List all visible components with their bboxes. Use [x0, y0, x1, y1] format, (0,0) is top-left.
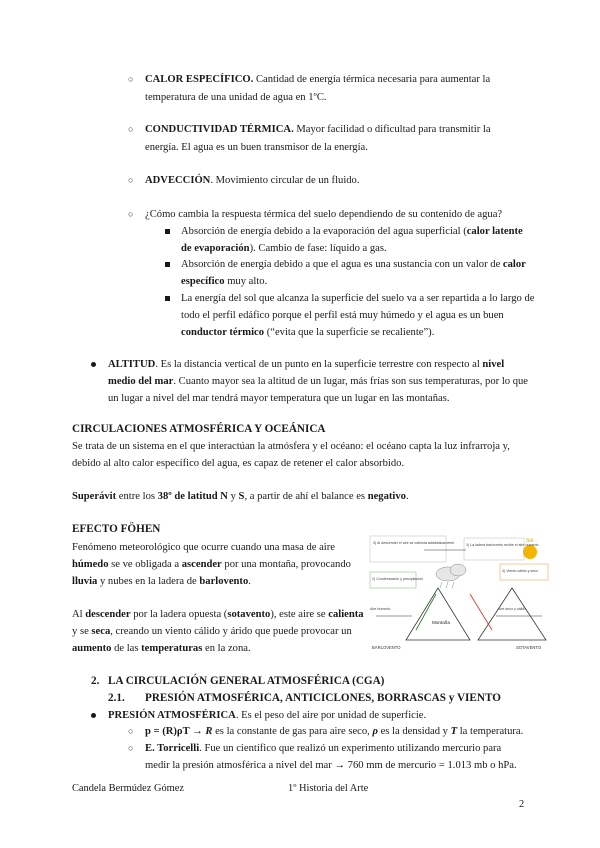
sub3-line3: conductor térmico (“evita que la superficie se recaliente”).	[181, 327, 435, 338]
dot-bullet	[91, 713, 96, 718]
footer-course: 1º Historia del Arte	[288, 783, 369, 794]
circulaciones-line2: debido al alto calor específico del agua, es capaz de retener el calor absorbido.	[72, 458, 405, 469]
pregunta-line: ¿Cómo cambia la respuesta térmica del suelo dependiendo de su contenido de agua?	[145, 209, 503, 220]
cga-sub-heading: PRESIÓN ATMOSFÉRICA, ANTICICLONES, BORRASCAS y VIENTO	[145, 692, 501, 704]
circulaciones-line1: Se trata de un sistema en el que interactúan la atmósfera y el océano: el océano capta la luz infrarroja y,	[72, 441, 510, 452]
calor-especifico-line1: CALOR ESPECÍFICO. Cantidad de energía térmica necesaria para aumentar la	[145, 74, 491, 85]
circle-bullet: ○	[128, 124, 134, 134]
fohen-p2-line3: aumento de las temperaturas en la zona.	[72, 643, 251, 654]
dot-bullet	[91, 362, 96, 367]
label-right-bottom: Aire seco y cálido	[498, 607, 527, 611]
fohen-p2-line2: y se seca, creando un viento cálido y árido que puede provocar un	[72, 626, 352, 637]
circle-bullet: ○	[128, 726, 134, 736]
altitud-line1: ALTITUD. Es la distancia vertical de un punto en la superficie terrestre con respecto al nivel	[108, 359, 505, 370]
page-number: 2	[519, 799, 525, 810]
mountain-label: Montaña	[432, 620, 450, 625]
sub1-line2: de evaporación). Cambio de fase: líquido a gas.	[181, 243, 387, 254]
square-bullet	[165, 296, 170, 301]
altitud-line2: medio del mar. Cuanto mayor sea la altitud de un lugar, más frías son sus temperaturas, por lo que	[108, 376, 529, 387]
sub2-line1: Absorción de energía debido a que el agua es una sustancia con un valor de calor	[181, 259, 526, 270]
label-left-bottom: Aire húmedo	[370, 607, 391, 611]
presion-line: PRESIÓN ATMOSFÉRICA. Es el peso del aire por unidad de superficie.	[108, 710, 427, 721]
circle-bullet: ○	[128, 743, 134, 753]
sub2-line2: específico muy alto.	[181, 276, 268, 287]
cloud-icon	[450, 564, 466, 576]
sun-icon	[523, 545, 537, 559]
altitud-line3: un lugar a nivel del mar tendrá mayor temperatura que un lugar en las montañas.	[108, 393, 450, 404]
sub3-line1: La energía del sol que alcanza la superficie del suelo va a ser repartida a lo largo de	[181, 293, 535, 304]
fohen-heading: EFECTO FÖHEN	[72, 523, 161, 535]
adveccion-line: ADVECCIÓN. Movimiento circular de un fluido.	[145, 175, 360, 186]
calor-especifico-line2: temperatura de una unidad de agua en 1ºC.	[145, 92, 327, 103]
circle-bullet: ○	[128, 175, 134, 185]
conductividad-line2: energía. El agua es un buen transmisor de la energía.	[145, 142, 368, 153]
torricelli-line1: E. Torricelli. Fue un científico que realizó un experimento utilizando mercurio para	[145, 743, 502, 754]
label-mid-left: 2) Condensación y precipitación	[372, 577, 424, 581]
fohen-p2-line1: Al descender por la ladera opuesta (sotavento), este aire se calienta	[72, 609, 364, 620]
sotavento-label: SOTAVENTO	[516, 645, 542, 650]
superavit-line: Superávit entre los 38º de latitud N y S, a partir de ahí el balance es negativo.	[72, 491, 409, 502]
cga-heading: LA CIRCULACIÓN GENERAL ATMOSFÉRICA (CGA)	[108, 675, 385, 687]
fohen-p1-line2: húmedo se ve obligada a ascender por una montaña, provocando	[72, 559, 351, 570]
footer-author: Candela Bermúdez Gómez	[72, 783, 184, 794]
circle-bullet: ○	[128, 74, 134, 84]
square-bullet	[165, 229, 170, 234]
label-top-left: 3) Al descender el aire se calienta adiabáticamente	[373, 541, 455, 545]
label-top-right: 1) La ladera barlovento recibe el aire húmedo	[466, 543, 539, 547]
fohen-p1-line1: Fenómeno meteorológico que ocurre cuando una masa de aire	[72, 542, 335, 553]
cga-number: 2.	[91, 675, 100, 687]
sub1-line1: Absorción de energía debido a la evaporación del agua superficial (calor latente	[181, 226, 523, 237]
label-right: 4) Viento cálido y seco	[502, 569, 539, 573]
sub3-line2: todo el perfil edáfico porque el perfil está muy húmedo y el agua es un buen	[181, 310, 504, 321]
sun-label: Sol	[526, 538, 534, 544]
square-bullet	[165, 262, 170, 267]
circulaciones-heading: CIRCULACIONES ATMOSFÉRICA Y OCEÁNICA	[72, 423, 326, 435]
conductividad-line1: CONDUCTIVIDAD TÉRMICA. Mayor facilidad o dificultad para transmitir la	[145, 124, 491, 135]
fohen-diagram	[366, 530, 552, 658]
cga-sub-number: 2.1.	[108, 692, 125, 704]
formula-line: p = (R)ρT → R es la constante de gas para aire seco, ρ es la densidad y T la temperatura.	[145, 726, 524, 737]
torricelli-line2: medir la presión atmosférica a nivel del mar → 760 mm de mercurio = 1.013 mb o hPa.	[145, 760, 517, 771]
barlovento-label: BARLOVENTO	[372, 645, 401, 650]
fohen-p1-line3: lluvia y nubes en la ladera de barlovento.	[72, 576, 251, 587]
circle-bullet: ○	[128, 209, 134, 219]
